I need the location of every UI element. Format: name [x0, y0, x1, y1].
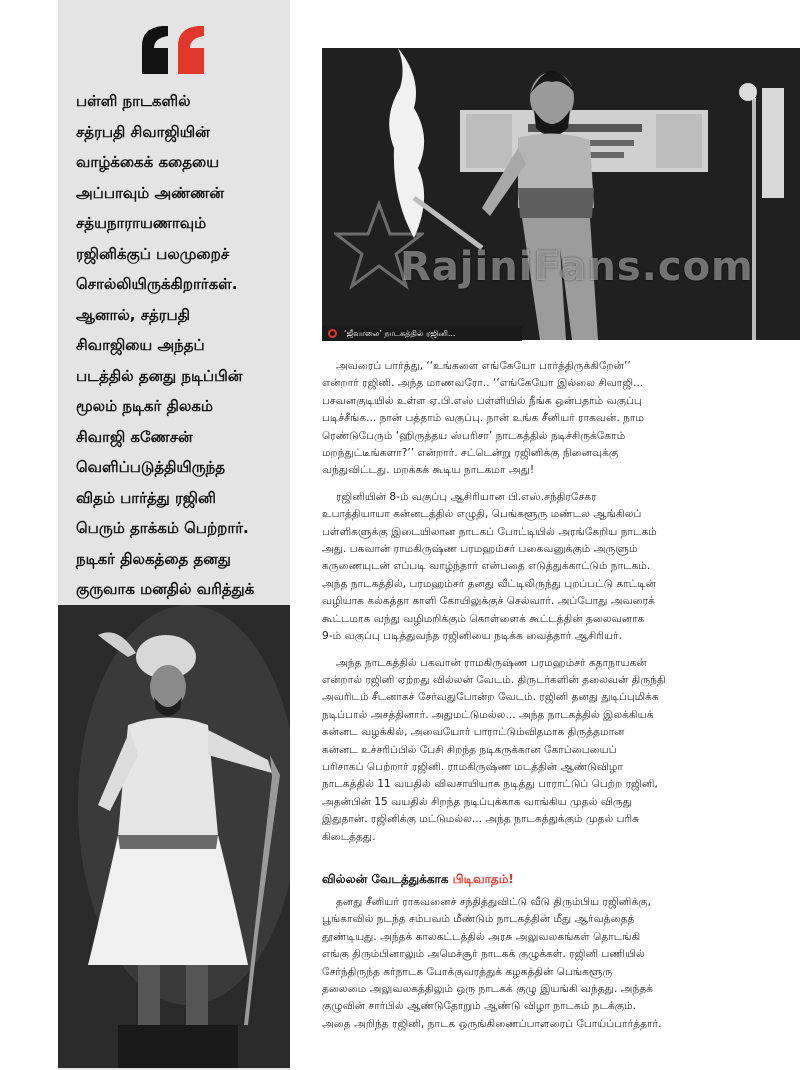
- text-line: அது. பகவான் ராமகிருஷ்ண பரமஹம்சர் பகைவனுக்கும் அருளும்: [322, 543, 638, 556]
- text-line: ரெண்டுபேரும் ‘ஹிருத்தய ஸ்பரிசா’ நாடகத்தில் நடிச்சிருக்கோம்: [322, 429, 626, 442]
- text-line: நாடகத்தில் 11 வயதில் விவசாயியாக நடித்து பாராட்டுப் பெற்ற ரஜினி,: [322, 778, 658, 791]
- text-line: பள்ளிகளுக்கு இடையிலான நாடகப் போட்டியில் அரங்கேறிய நாடகம்: [322, 525, 657, 538]
- text-line: குழுவின் சார்பில் ஆண்டுதோறும் ஆண்டு விழா நாடகம் நடக்கும்.: [322, 1000, 637, 1013]
- caption-bullet-icon: [328, 329, 337, 338]
- pull-quote-line: சிவாஜியை அந்தப்: [76, 336, 205, 354]
- text-line: கருணையுடன் எப்படி வாழ்ந்தார் என்பதை எடுத்துக்காட்டும் நாடகம்.: [322, 560, 651, 573]
- pull-quote-line: ரஜினிக்குப் பலமுறைச்: [76, 244, 230, 263]
- shivaji-ganesan-photo: [58, 605, 290, 1068]
- pull-quote-line: மூலம் நடிகர் திலகம்: [76, 397, 213, 415]
- text-line: கன்னட உச்சரிப்பில் பேசி சிறந்த நடிகருக்கான கோப்பையைப்: [322, 743, 617, 756]
- pull-quote: [76, 86, 288, 635]
- article-paragraph-2: [322, 489, 788, 646]
- photo-caption-text: ‘ஜீவாலை’ நாடகத்தில் ரஜினி...: [344, 329, 456, 338]
- photo-caption: [322, 326, 522, 341]
- pull-quote-line: படத்தில் தனது நடிப்பின்: [76, 366, 243, 385]
- subheading-accent-text: பிடிவாதம்!: [452, 872, 514, 886]
- article-paragraph-4: [322, 894, 788, 1033]
- pull-quote-line: வெளிப்படுத்தியிருந்த: [76, 458, 226, 476]
- text-line: மறந்துட்டீங்களா?’’ என்றார். சட்டென்று ரஜினிக்கு நினைவுக்கு: [322, 447, 619, 460]
- text-line: அவரைப் பார்த்து, ‘‘உங்களை எங்கேயோ பார்த்திருக்கிறேன்’’: [336, 360, 631, 372]
- text-line: 9-ம் வகுப்பு படித்துவந்த ரஜினியை நடிக்க வைத்தார் ஆசிரியர்.: [322, 630, 622, 643]
- pull-quote-line: குருவாக மனதில் வரித்துக்: [76, 580, 255, 598]
- pull-quote-line: பள்ளி நாடகளில்: [76, 92, 191, 110]
- text-line: படிச்சீங்க... நான் பத்தாம் வகுப்பு. நான் உங்க சீனியர் ராகவன். நாம: [322, 412, 644, 425]
- text-line: அதன்பின் 15 வயதில் சிறந்த நடிப்புக்காக வாங்கிய முதல் விருது: [322, 795, 632, 808]
- text-line: என்றால் ரஜினி ஏற்றது வில்லன் வேடம். திருடர்களின் தலைவன் திருந்தி: [322, 673, 666, 686]
- pull-quote-line: சொல்லியிருக்கிறார்கள்.: [76, 275, 238, 293]
- text-line: எங்கு திரும்பினாலும் அமெச்சூர் நாடகக் குழுக்கள். ரஜினி பணியில்: [322, 948, 645, 961]
- pull-quote-line: சிவாஜி கணேசன்: [76, 427, 193, 446]
- pull-quote-line: நடிகர் திலகத்தை தனது: [76, 549, 231, 568]
- quote-icon: [140, 24, 210, 74]
- pull-quote-line: அப்பாவும் அண்ணன்: [76, 183, 224, 202]
- article-paragraph-1: [322, 358, 788, 480]
- text-line: அதை அறிந்த ரஜினி, நாடக ஒருங்கிணைப்பாளரைப் போய்ப்பார்த்தார்.: [322, 1017, 662, 1030]
- text-line: தனது சீனியர் ராகவனைச் சந்தித்துவிட்டு வீடு திரும்பிய ரஜினிக்கு,: [336, 896, 651, 908]
- article-body-continued: [322, 894, 788, 1042]
- text-line: தலைமை அலுவலகத்திலும் ஒரு நாடகக் குழு இயங்கி வந்தது. அந்தக்: [322, 983, 653, 996]
- pull-quote-line: சத்ரபதி சிவாஜியின்: [76, 122, 210, 141]
- text-line: சேர்ந்திருந்த கர்நாடக போக்குவரத்துக் கழகத்தின் பெங்களூரு: [322, 965, 613, 978]
- article-paragraph-3: [322, 655, 788, 846]
- text-line: வந்துவிட்டது. மறக்கக் கூடிய நாடகமா அது!: [322, 464, 535, 477]
- text-line: அவரிடம் சீடனாகச் சேர்வதுபோன்ற வேடம். ரஜினி தனது துடிப்புமிக்க: [322, 691, 659, 704]
- text-line: உபாத்தியாயா கன்னடத்தில் எழுதி, பெங்களூரு மண்டல ஆங்கிலப்: [322, 508, 642, 521]
- subheading-text: வில்லன் வேடத்துக்காக: [322, 872, 453, 886]
- pull-quote-line: பெரும் தாக்கம் பெற்றார்.: [76, 519, 249, 537]
- text-line: வழியாக கல்கத்தா காளி கோயிலுக்குச் செல்வார். அப்போது அவரைக்: [322, 595, 655, 608]
- text-line: இதுதான். ரஜினிக்கு மட்டுமல்ல... அந்த நாடகத்துக்கும் முதல் பரிசு: [322, 813, 640, 826]
- text-line: பூங்காவில் நடந்த சம்பவம் மீண்டும் நாடகத்தின் மீது ஆர்வத்தைத்: [322, 913, 635, 926]
- pull-quote-line: விதம் பார்த்து ரஜினி: [76, 488, 216, 507]
- pull-quote-line: ஆனால், சத்ரபதி: [76, 305, 191, 324]
- article-body: [322, 358, 788, 855]
- text-line: தூண்டியது. அந்தக் காலகட்டத்தில் அரசு அலுவலகங்கள் தொடங்கி: [322, 930, 641, 943]
- drama-stage-photo: [322, 48, 800, 340]
- text-line: கிடைத்தது.: [322, 830, 376, 843]
- text-line: என்றார் ரஜினி. அந்த மாணவரோ.. ‘‘எங்கேயோ இல்லை சிவாஜி...: [322, 377, 644, 390]
- section-subheading: [322, 872, 514, 888]
- rajinifans-watermark: RajiniFans.com: [400, 244, 754, 290]
- pull-quote-line: வாழ்க்கைக் கதையை: [76, 153, 220, 171]
- text-line: நடிப்பால் அசத்தினார். அதுமட்டுமல்ல... அந்த நாடகத்தில் இலக்கியக்: [322, 708, 654, 721]
- text-line: கன்னட வழக்கில், அவையோர் பாராட்டும்விதமாக திருத்தமான: [322, 726, 625, 739]
- text-line: அந்த நாடகத்தில், பரமஹம்சர் தனது வீட்டிலிருந்து புறப்பட்டு காட்டின்: [322, 577, 656, 590]
- text-line: அந்த நாடகத்தில் பகவான் ராமகிருஷ்ண பரமஹம்சர் கதாநாயகன்: [336, 656, 647, 669]
- text-line: கூட்டமாக வந்து வழிமறிக்கும் கொள்ளைக் கூட்டத்தின் தலைவனாக: [322, 612, 645, 625]
- text-line: பரிசாகப் பெற்றார் ரஜினி. ராமகிருஷ்ண மடத்தின் ஆண்டுவிழா: [322, 760, 623, 773]
- text-line: பசவனகுடியில் உள்ள ஏ.பி.எஸ் பள்ளியில் நீங்க ஒன்பதாம் வகுப்பு: [322, 394, 642, 407]
- text-line: ரஜினியின் 8-ம் வகுப்பு ஆசிரியான பி.எஸ்.சந்திரசேகர: [336, 490, 597, 503]
- pull-quote-line: சத்யநாராயணாவும்: [76, 214, 207, 232]
